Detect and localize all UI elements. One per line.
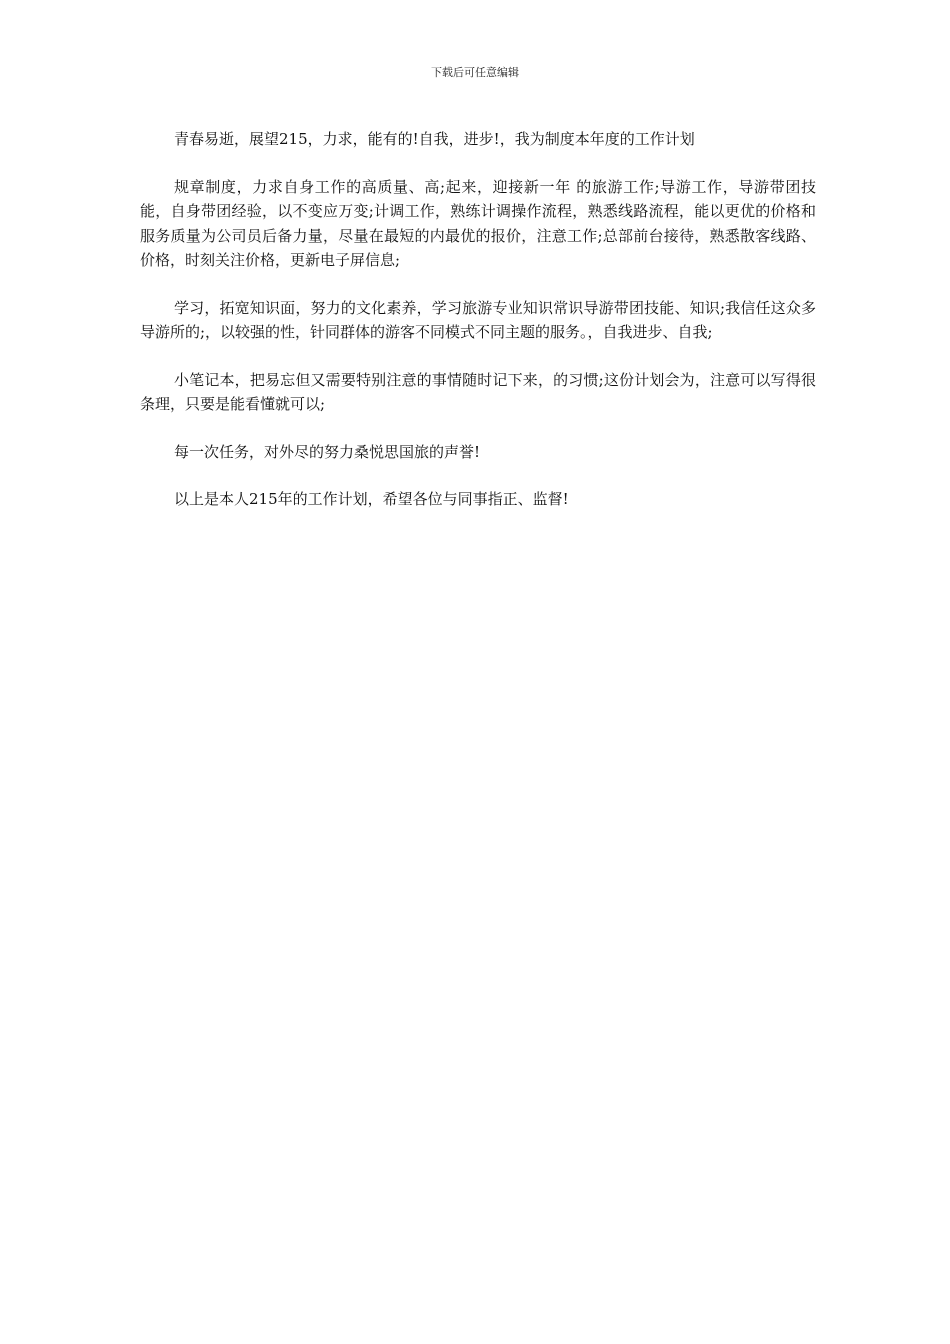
paragraph: 小笔记本，把易忘但又需要特别注意的事情随时记下来，的习惯;这份计划会为，注意可以写得很条理，只要是能看懂就可以;	[140, 370, 816, 413]
page-header: 下载后可任意编辑	[431, 66, 519, 79]
document-body	[140, 127, 816, 535]
paragraph: 青春易逝，展望215，力求，能有的!自我，进步!，我为制度本年度的工作计划	[174, 130, 695, 148]
paragraph: 规章制度，力求自身工作的高质量、高;起来，迎接新一年 的旅游工作;导游工作，导游带团技能，自身带团经验，以不变应万变;计调工作，熟练计调操作流程，熟悉线路流程，能以更优的价格和服务质量为公司员后备力量，尽量在最短的内最优的报价，注意工作;总部前台接待，熟悉散客线路、价格，时刻关注价格，更新电子屏信息;	[140, 177, 816, 269]
paragraph: 每一次任务，对外尽的努力桑悦思国旅的声誉!	[174, 442, 481, 461]
paragraph: 以上是本人215年的工作计划，希望各位与同事指正、监督!	[174, 490, 569, 508]
paragraph: 学习，拓宽知识面，努力的文化素养，学习旅游专业知识常识导游带团技能、知识;我信任这众多导游所的;，以较强的性，针同群体的游客不同模式不同主题的服务。，自我进步、自我;	[140, 298, 816, 341]
